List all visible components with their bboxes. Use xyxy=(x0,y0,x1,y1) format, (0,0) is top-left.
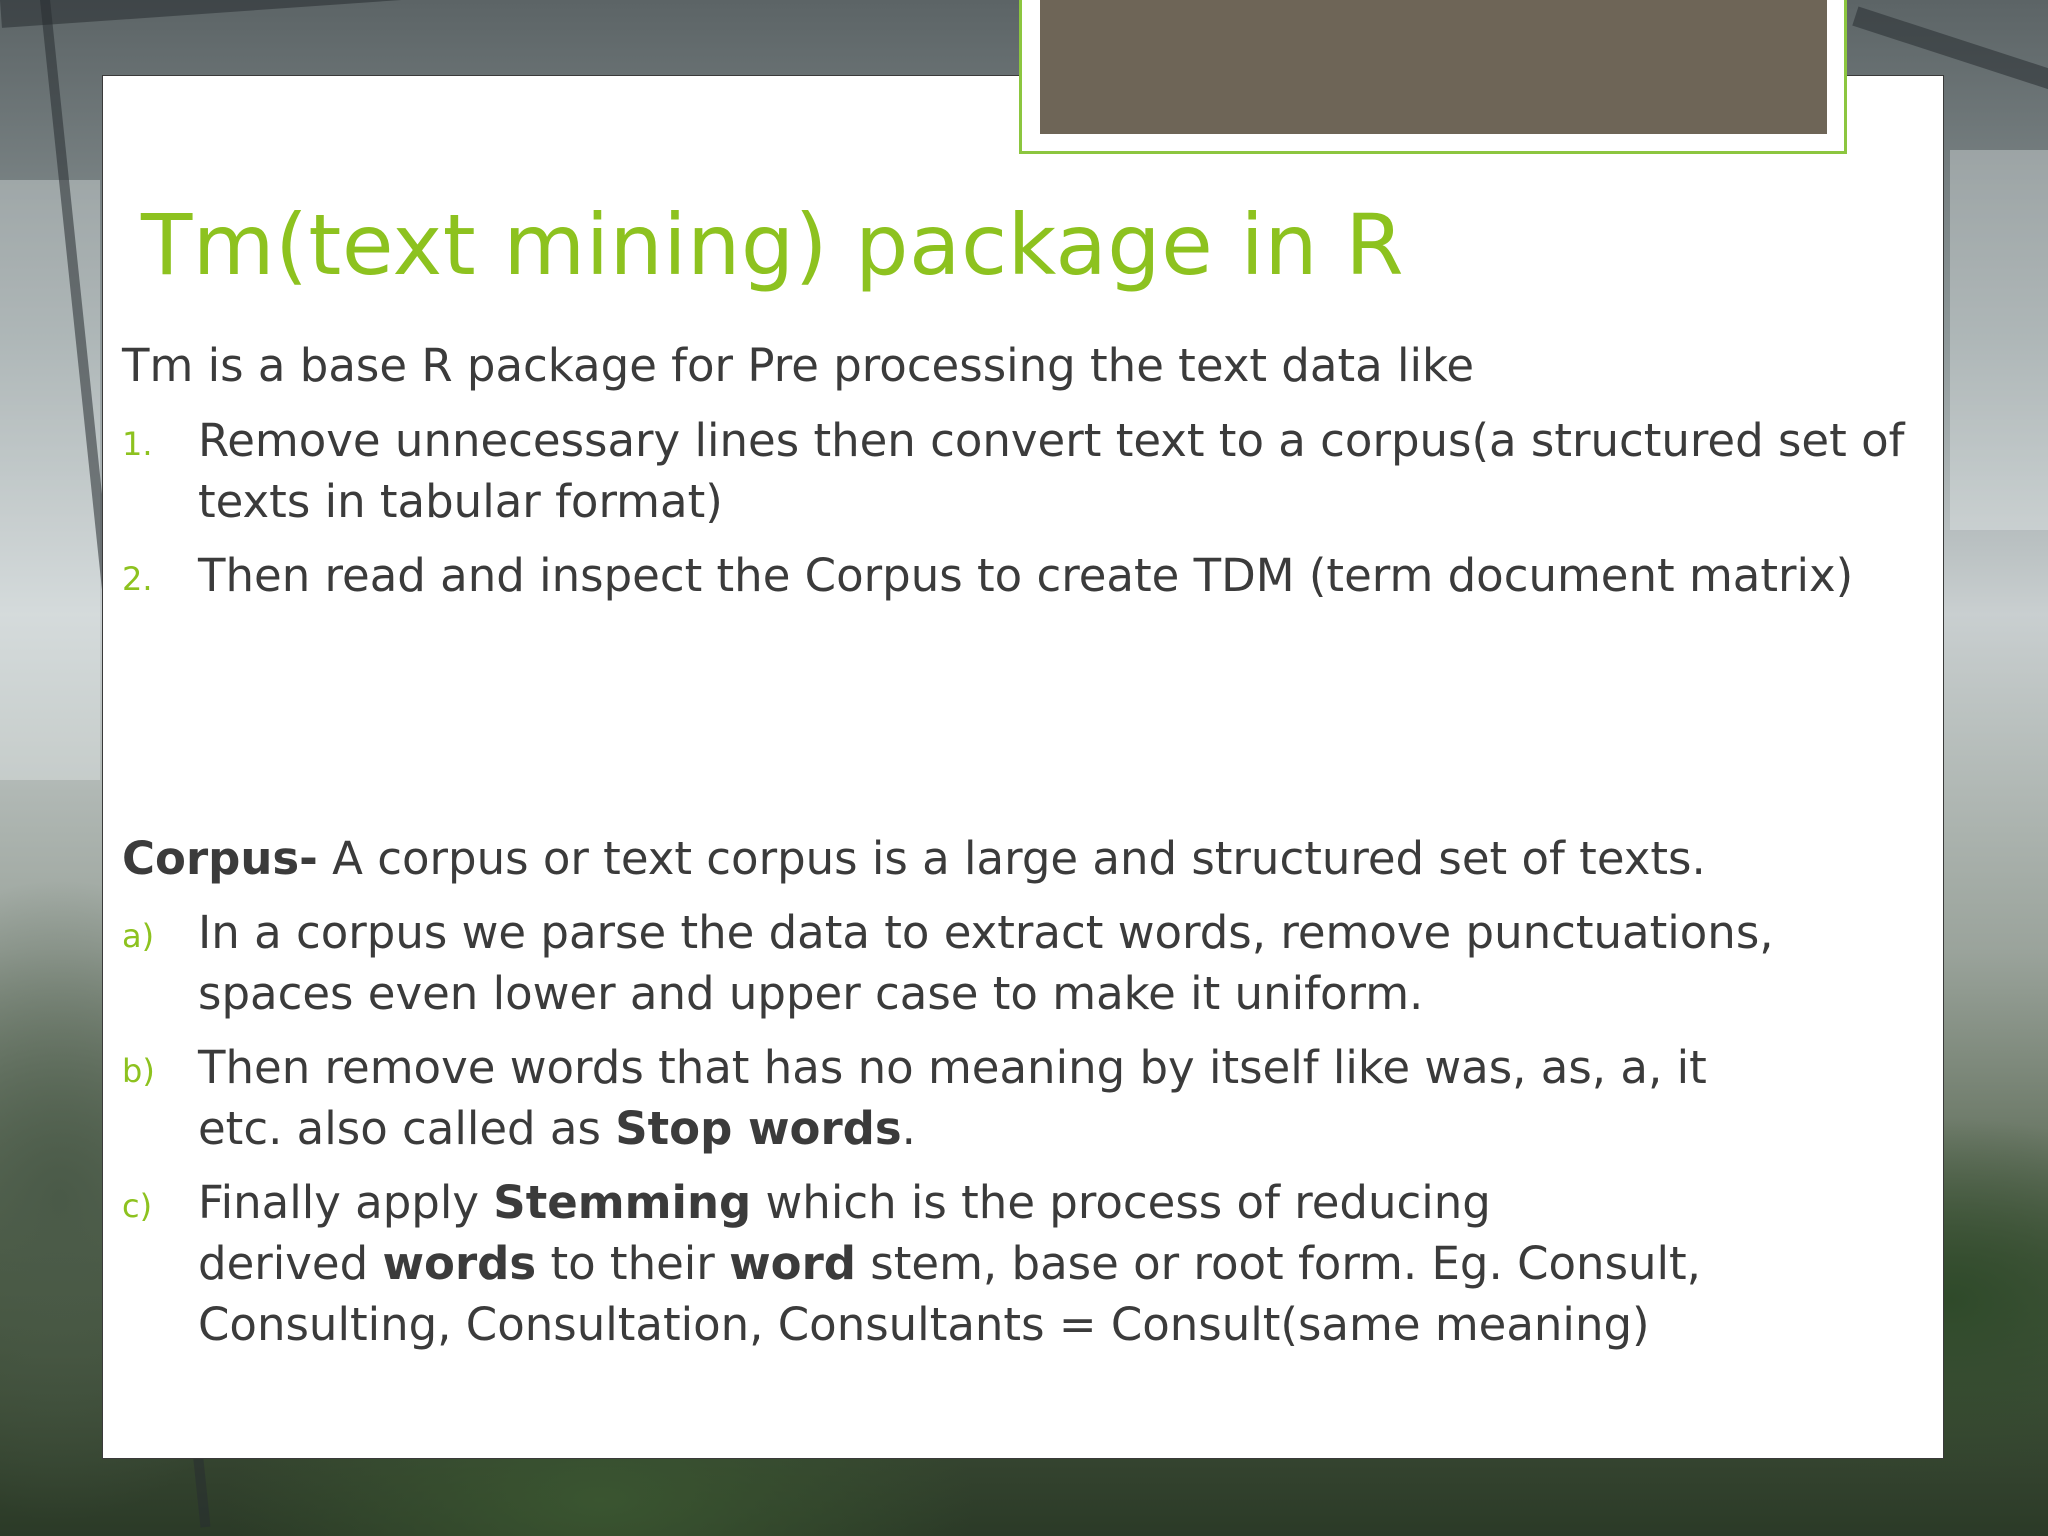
list-item-text-line: stem, base or root form. Eg. Consult, xyxy=(856,1237,1701,1290)
list-item xyxy=(122,545,1922,606)
list-marker: a) xyxy=(122,917,155,955)
title-accent-block xyxy=(1040,0,1827,134)
intro-paragraph xyxy=(122,335,1912,396)
list-marker: b) xyxy=(122,1052,155,1090)
list-item-text-line: Finally apply xyxy=(198,1176,494,1229)
background-roof-beam xyxy=(0,0,1099,28)
words-term: words xyxy=(382,1237,537,1290)
list-item-text-line: to their xyxy=(536,1237,730,1290)
list-item-text: In a corpus we parse the data to extract words, remove punctuations, spaces even lower and upper case to make it uniform. xyxy=(198,906,1774,1020)
list-item-text-line: Consulting, Consultation, Consultants = Consult(same meaning) xyxy=(198,1298,1650,1351)
stemming-term: Stemming xyxy=(493,1176,752,1229)
list-item xyxy=(122,902,1922,1024)
list-item-text-line: Then remove words that has no meaning by itself like was, as, a, it xyxy=(198,1041,1707,1094)
corpus-points-list xyxy=(122,902,1922,1368)
list-item xyxy=(122,1172,1922,1355)
corpus-definition xyxy=(122,828,1912,889)
list-item-text-line: . xyxy=(901,1102,916,1155)
word-term: word xyxy=(729,1237,856,1290)
steps-list xyxy=(122,410,1922,619)
list-marker: c) xyxy=(122,1187,153,1225)
list-item-text-line: derived xyxy=(198,1237,383,1290)
slide-title: Tm(text mining) package in R xyxy=(141,196,1405,294)
list-item xyxy=(122,410,1922,532)
list-item-text: Remove unnecessary lines then convert text to a corpus(a structured set of texts in tabular format) xyxy=(198,414,1905,528)
background-glass-panel xyxy=(0,180,100,780)
stop-words-term: Stop words xyxy=(615,1102,902,1155)
list-item-text-line: which is the process of reducing xyxy=(751,1176,1491,1229)
background-glass-panel xyxy=(1950,150,2048,530)
list-marker: 1. xyxy=(122,425,153,463)
corpus-definition-text xyxy=(122,828,1912,889)
intro-text: Tm is a base R package for Pre processing the text data like xyxy=(122,339,1475,392)
list-marker: 2. xyxy=(122,560,153,598)
list-item xyxy=(122,1037,1922,1159)
corpus-term: Corpus- xyxy=(122,832,318,885)
list-item-text: Then read and inspect the Corpus to create TDM (term document matrix) xyxy=(198,549,1854,602)
corpus-definition-body: A corpus or text corpus is a large and structured set of texts. xyxy=(317,832,1706,885)
list-item-text-line: etc. also called as xyxy=(198,1102,616,1155)
